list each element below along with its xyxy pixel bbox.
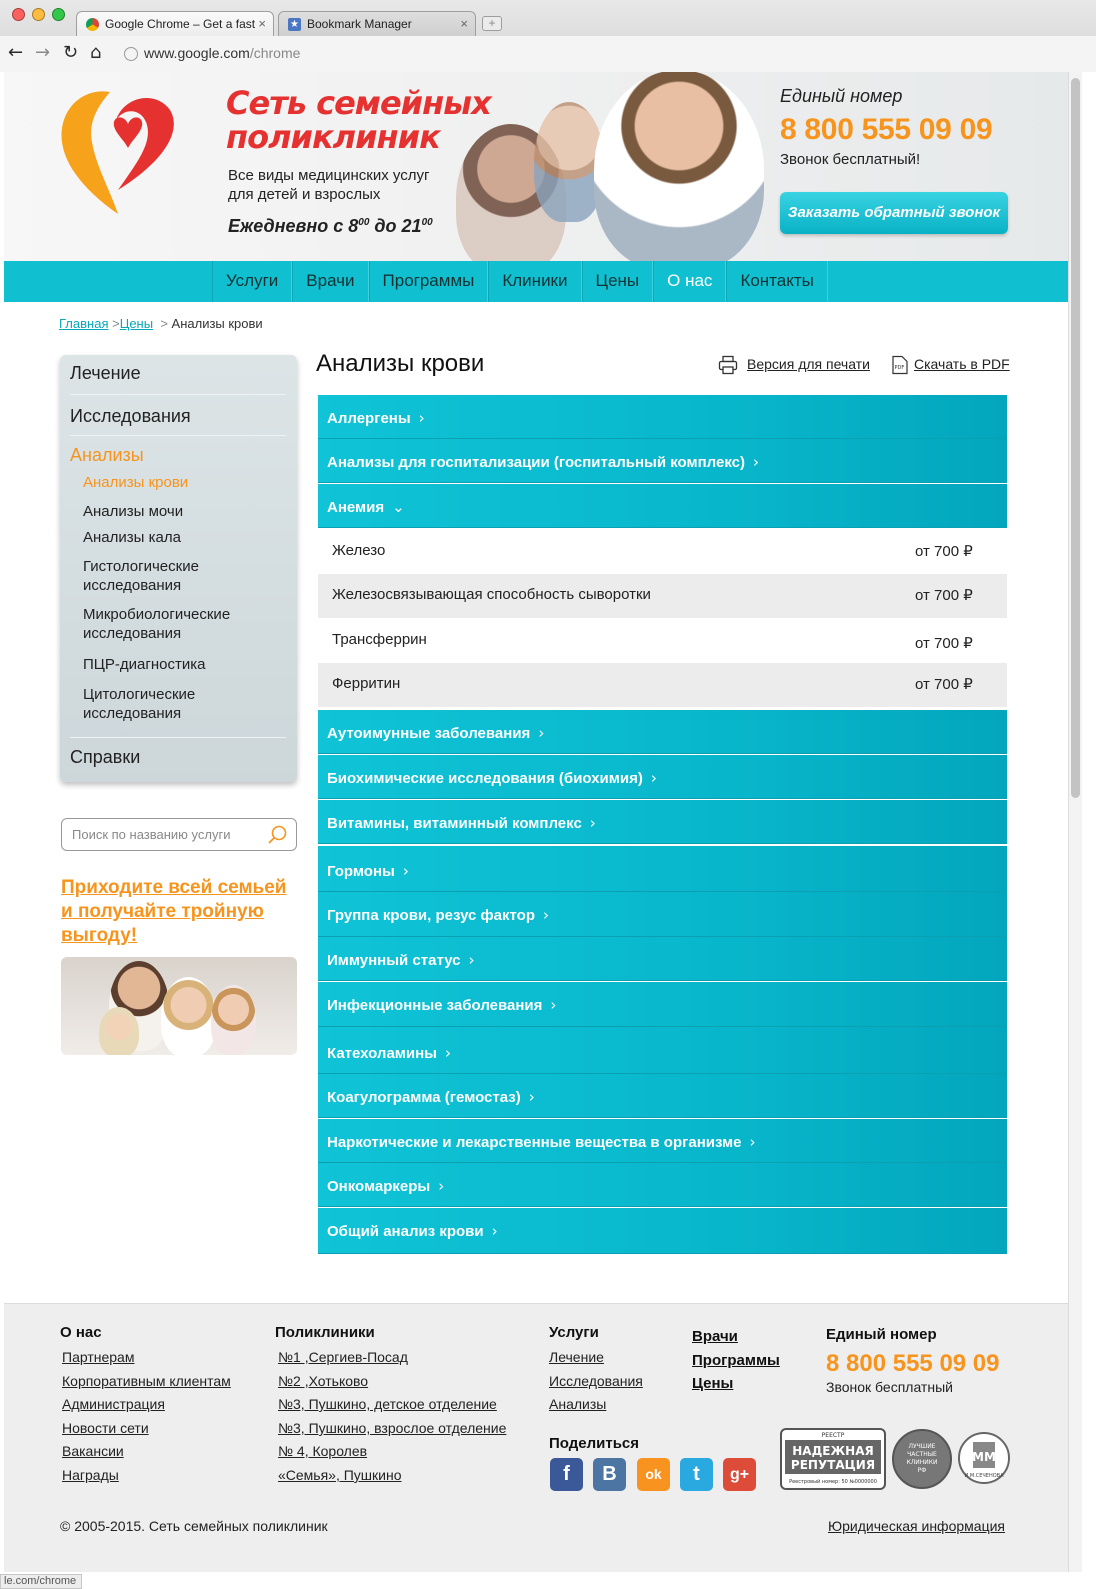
- chevron-right-icon: ›: [550, 996, 557, 1014]
- chevron-right-icon: ›: [749, 1133, 756, 1151]
- sechenov-university-badge[interactable]: [956, 1430, 1012, 1488]
- test-price: от 700 ₽: [915, 635, 973, 652]
- chevron-right-icon: ›: [650, 769, 657, 787]
- footer-hotline-number[interactable]: 8 800 555 09 09: [826, 1350, 1000, 1377]
- category-label: Биохимические исследования (биохимия): [327, 770, 643, 787]
- nav-prices[interactable]: Цены: [582, 261, 654, 302]
- chevron-right-icon: ›: [589, 814, 596, 832]
- hotline-free-note: Звонок бесплатный!: [780, 151, 921, 168]
- category-vitamins[interactable]: [318, 800, 1007, 844]
- request-callback-button[interactable]: Заказать обратный звонок: [780, 192, 1008, 234]
- category-autoimmune[interactable]: [318, 710, 1007, 754]
- category-label: Анемия: [327, 499, 385, 516]
- close-window-button[interactable]: [12, 8, 25, 21]
- breadcrumb-home[interactable]: Главная: [59, 316, 109, 331]
- svg-text:Реестровый номер: 50 №0000000: Реестровый номер: 50 №0000000: [789, 1479, 877, 1485]
- category-label: Аллергены: [327, 410, 411, 427]
- sidebar-item-treatment[interactable]: Лечение: [70, 363, 141, 383]
- breadcrumb: [59, 316, 263, 331]
- category-label: Иммунный статус: [327, 952, 461, 969]
- sidebar-item-certificates[interactable]: Справки: [70, 747, 141, 767]
- vkontakte-icon[interactable]: B: [593, 1458, 626, 1491]
- hours-mid: до 21: [374, 216, 422, 236]
- chevron-down-icon: ⌄: [392, 498, 405, 516]
- svg-text:РФ: РФ: [917, 1467, 927, 1474]
- category-label: Анализы для госпитализации (госпитальный комплекс): [327, 454, 745, 471]
- test-price: от 700 ₽: [915, 587, 973, 604]
- search-icon[interactable]: [267, 824, 289, 846]
- category-label: Гормоны: [327, 863, 395, 880]
- print-version-link[interactable]: Версия для печати: [747, 356, 870, 372]
- scrollbar-thumb[interactable]: [1071, 78, 1080, 798]
- category-immune-status[interactable]: [318, 937, 1007, 981]
- breadcrumb-separator: >: [112, 316, 120, 331]
- svg-text:ЧАСТНЫЕ: ЧАСТНЫЕ: [907, 1451, 937, 1458]
- tab-title: Bookmark Manager: [307, 17, 412, 31]
- working-hours: [228, 216, 433, 237]
- footer-link-analyses[interactable]: Анализы: [549, 1396, 607, 1412]
- svg-text:НАДЕЖНАЯ: НАДЕЖНАЯ: [792, 1444, 874, 1458]
- chevron-right-icon: ›: [752, 453, 759, 471]
- chevron-right-icon: ›: [418, 409, 425, 427]
- category-label: Общий анализ крови: [327, 1223, 484, 1240]
- category-catecholamines[interactable]: [318, 1027, 1007, 1074]
- footer-services-title: Услуги: [549, 1324, 599, 1341]
- chevron-right-icon: ›: [528, 1088, 535, 1106]
- footer-hotline-label: Единый номер: [826, 1326, 937, 1343]
- sidebar-divider: [70, 435, 286, 436]
- browser-toolbar: [0, 36, 1096, 72]
- globe-icon: [124, 47, 138, 61]
- footer-link-clinic-4[interactable]: № 4, Королев: [278, 1443, 368, 1459]
- nav-about[interactable]: О нас: [653, 261, 726, 302]
- site-footer: [4, 1303, 1068, 1572]
- svg-text:РЕПУТАЦИЯ: РЕПУТАЦИЯ: [790, 1458, 876, 1472]
- test-name: Трансферрин: [332, 631, 427, 648]
- reputation-badge[interactable]: [780, 1428, 886, 1490]
- footer-link-partners[interactable]: Партнерам: [62, 1349, 135, 1365]
- price-row[interactable]: [318, 574, 1007, 618]
- sidebar-divider: [70, 737, 286, 738]
- reload-icon[interactable]: ↻: [63, 42, 79, 63]
- price-row[interactable]: [318, 619, 1007, 663]
- legal-info-link[interactable]: Юридическая информация: [828, 1518, 1005, 1534]
- chevron-right-icon: ›: [402, 862, 409, 880]
- chevron-right-icon: ›: [445, 1044, 451, 1062]
- close-tab-icon[interactable]: ×: [460, 16, 468, 31]
- svg-text:РЕЕСТР: РЕЕСТР: [821, 1432, 845, 1439]
- breadcrumb-prices[interactable]: Цены: [119, 316, 154, 331]
- footer-link-prices[interactable]: Цены: [692, 1375, 734, 1392]
- footer-hotline-free: Звонок бесплатный: [826, 1379, 953, 1395]
- test-name: Железосвязывающая способность сыворотки: [332, 586, 651, 603]
- chevron-right-icon: ›: [438, 1177, 445, 1195]
- category-label: Коагулограмма (гемостаз): [327, 1089, 521, 1106]
- svg-text:PDF: PDF: [894, 365, 905, 371]
- category-allergens[interactable]: [318, 395, 1007, 439]
- category-hormones[interactable]: [318, 846, 1007, 892]
- category-blood-group[interactable]: [318, 892, 1007, 937]
- brand-title: [226, 86, 491, 154]
- brand-line-1: Сеть семейных: [226, 84, 491, 122]
- sidebar-subitem-histology[interactable]: Гистологические исследования: [83, 558, 199, 594]
- facebook-icon[interactable]: f: [550, 1458, 583, 1491]
- tab-title: Google Chrome – Get a fast: [105, 17, 256, 31]
- test-name: Железо: [332, 542, 386, 559]
- category-drugs[interactable]: [318, 1119, 1007, 1163]
- tagline-line-1: Все виды медицинских услуг: [228, 167, 430, 184]
- footer-link-clinic-1[interactable]: №1 ,Сергиев-Посад: [278, 1349, 408, 1365]
- odnoklassniki-icon[interactable]: ok: [637, 1458, 670, 1491]
- sidebar-subitem-pcr[interactable]: ПЦР-диагностика: [83, 656, 206, 673]
- browser-window-chrome: [0, 0, 1096, 72]
- best-clinics-badge[interactable]: [891, 1428, 953, 1490]
- breadcrumb-current: Анализы крови: [171, 316, 263, 331]
- address-bar[interactable]: [122, 42, 1082, 66]
- svg-text:ЛУЧШИЕ: ЛУЧШИЕ: [908, 1443, 936, 1450]
- footer-clinics-title: Поликлиники: [275, 1324, 375, 1341]
- forward-arrow-icon[interactable]: →: [35, 42, 51, 63]
- family-promo-image[interactable]: [61, 957, 297, 1055]
- nav-clinics[interactable]: Клиники: [488, 261, 581, 302]
- chrome-favicon-icon: [86, 18, 99, 31]
- footer-about-title: О нас: [60, 1324, 102, 1341]
- sidebar-subitem-cytology[interactable]: Цитологические исследования: [83, 686, 196, 722]
- sidebar-subitem-stool-tests[interactable]: Анализы кала: [83, 529, 181, 546]
- sidebar-menu: [60, 355, 297, 782]
- nav-doctors[interactable]: Врачи: [292, 261, 368, 302]
- category-label: Аутоимунные заболевания: [327, 725, 531, 742]
- footer-link-programs[interactable]: Программы: [692, 1352, 780, 1369]
- back-arrow-icon[interactable]: ←: [8, 42, 24, 63]
- sidebar-divider: [70, 394, 286, 395]
- footer-link-administration[interactable]: Администрация: [62, 1396, 165, 1412]
- footer-link-news[interactable]: Новости сети: [62, 1420, 149, 1436]
- home-icon[interactable]: ⌂: [90, 42, 102, 63]
- search-placeholder: Поиск по названию услуги: [72, 827, 231, 842]
- category-general-blood-test[interactable]: [318, 1208, 1007, 1254]
- status-bar-url: le.com/chrome: [0, 1574, 82, 1589]
- svg-text:КЛИНИКИ: КЛИНИКИ: [906, 1459, 938, 1466]
- sidebar-subitem-urine-tests[interactable]: Анализы мочи: [83, 503, 184, 520]
- hours-prefix: Ежедневно с 8: [228, 216, 359, 236]
- twitter-icon[interactable]: t: [680, 1458, 713, 1491]
- footer-link-awards[interactable]: Награды: [62, 1467, 119, 1483]
- site-header: [4, 72, 1068, 261]
- nav-contacts[interactable]: Контакты: [726, 261, 827, 302]
- tagline: [228, 166, 468, 204]
- chevron-right-icon: ›: [538, 724, 545, 742]
- category-infectious[interactable]: [318, 982, 1007, 1027]
- test-price: от 700 ₽: [915, 676, 973, 693]
- hotline-label: Единый номер: [780, 86, 903, 106]
- bookmark-star-icon: ★: [288, 18, 301, 31]
- brand-line-2: поликлиник: [226, 118, 440, 156]
- tab-bookmark-manager[interactable]: [278, 11, 476, 36]
- footer-share-title: Поделиться: [549, 1435, 640, 1452]
- price-row[interactable]: [318, 530, 1007, 574]
- category-label: Витамины, витаминный комплекс: [327, 815, 582, 832]
- url-path: /chrome: [249, 45, 301, 61]
- footer-link-treatment[interactable]: Лечение: [549, 1349, 604, 1365]
- page-title: Анализы крови: [316, 350, 485, 377]
- sidebar-subitem-blood-tests[interactable]: Анализы крови: [83, 474, 189, 491]
- category-label: Наркотические и лекарственные вещества в организме: [327, 1134, 742, 1151]
- sidebar-item-analyses[interactable]: Анализы: [70, 445, 144, 465]
- main-navigation: [4, 261, 1068, 302]
- price-row[interactable]: [318, 663, 1007, 707]
- footer-link-corporate[interactable]: Корпоративным клиентам: [62, 1373, 231, 1389]
- category-anemia[interactable]: [318, 484, 1007, 528]
- hotline-block: [780, 86, 992, 168]
- test-price: от 700 ₽: [915, 543, 973, 560]
- tagline-line-2: для детей и взрослых: [228, 186, 381, 203]
- minimize-window-button[interactable]: [32, 8, 45, 21]
- footer-link-research[interactable]: Исследования: [549, 1373, 643, 1389]
- hours-end-minutes: 00: [421, 217, 433, 228]
- tab-google-chrome[interactable]: [76, 11, 274, 36]
- download-pdf-link[interactable]: Скачать в PDF: [914, 356, 1010, 372]
- sidebar-subitem-microbiology[interactable]: Микробиологические исследования: [83, 606, 231, 642]
- category-label: Группа крови, резус фактор: [327, 907, 535, 924]
- category-label: Катехоламины: [327, 1045, 437, 1062]
- copyright: © 2005-2015. Сеть семейных поликлиник: [60, 1518, 328, 1534]
- category-tumor-markers[interactable]: [318, 1163, 1007, 1207]
- chevron-right-icon: ›: [491, 1222, 498, 1240]
- close-tab-icon[interactable]: ×: [258, 16, 266, 31]
- hours-start-minutes: 00: [358, 217, 370, 228]
- footer-link-clinic-3-kids[interactable]: №3, Пушкино, детское отделение: [278, 1396, 497, 1412]
- printer-icon[interactable]: [718, 355, 738, 375]
- footer-link-clinic-2[interactable]: №2 ,Хотьково: [278, 1373, 369, 1389]
- service-search-input[interactable]: [61, 818, 297, 851]
- zoom-window-button[interactable]: [52, 8, 65, 21]
- web-page: [4, 72, 1068, 1572]
- clinic-logo-heart-icon[interactable]: [58, 86, 178, 216]
- pdf-file-icon[interactable]: [890, 355, 910, 375]
- chevron-right-icon: ›: [468, 951, 475, 969]
- svg-text:И.М.СЕЧЕНОВА: И.М.СЕЧЕНОВА: [964, 1473, 1004, 1479]
- category-hospitalization[interactable]: [318, 439, 1007, 483]
- category-label: Инфекционные заболевания: [327, 997, 543, 1014]
- breadcrumb-separator: >: [160, 316, 168, 331]
- hotline-number[interactable]: 8 800 555 09 09: [780, 113, 993, 146]
- sidebar-item-research[interactable]: Исследования: [70, 406, 191, 426]
- nav-programs[interactable]: Программы: [369, 261, 489, 302]
- footer-link-vacancies[interactable]: Вакансии: [62, 1443, 124, 1459]
- footer-link-clinic-3-adults[interactable]: №3, Пушкино, взрослое отделение: [278, 1420, 507, 1436]
- category-label: Онкомаркеры: [327, 1178, 431, 1195]
- footer-link-doctors[interactable]: Врачи: [692, 1328, 738, 1345]
- new-tab-button[interactable]: +: [482, 16, 502, 31]
- google-plus-icon[interactable]: g+: [723, 1458, 756, 1491]
- category-coagulogram[interactable]: [318, 1074, 1007, 1118]
- test-name: Ферритин: [332, 675, 401, 692]
- nav-services[interactable]: Услуги: [212, 261, 292, 302]
- family-promo-link[interactable]: Приходите всей семьей и получайте тройную выгоду!: [61, 877, 287, 946]
- url-host: www.google.com: [144, 45, 250, 61]
- footer-link-clinic-semya[interactable]: «Семья», Пушкино: [278, 1467, 402, 1483]
- page-scrollbar[interactable]: [1068, 72, 1082, 1572]
- svg-text:ММ: ММ: [972, 1450, 996, 1464]
- chevron-right-icon: ›: [543, 906, 549, 924]
- category-biochemistry[interactable]: [318, 755, 1007, 799]
